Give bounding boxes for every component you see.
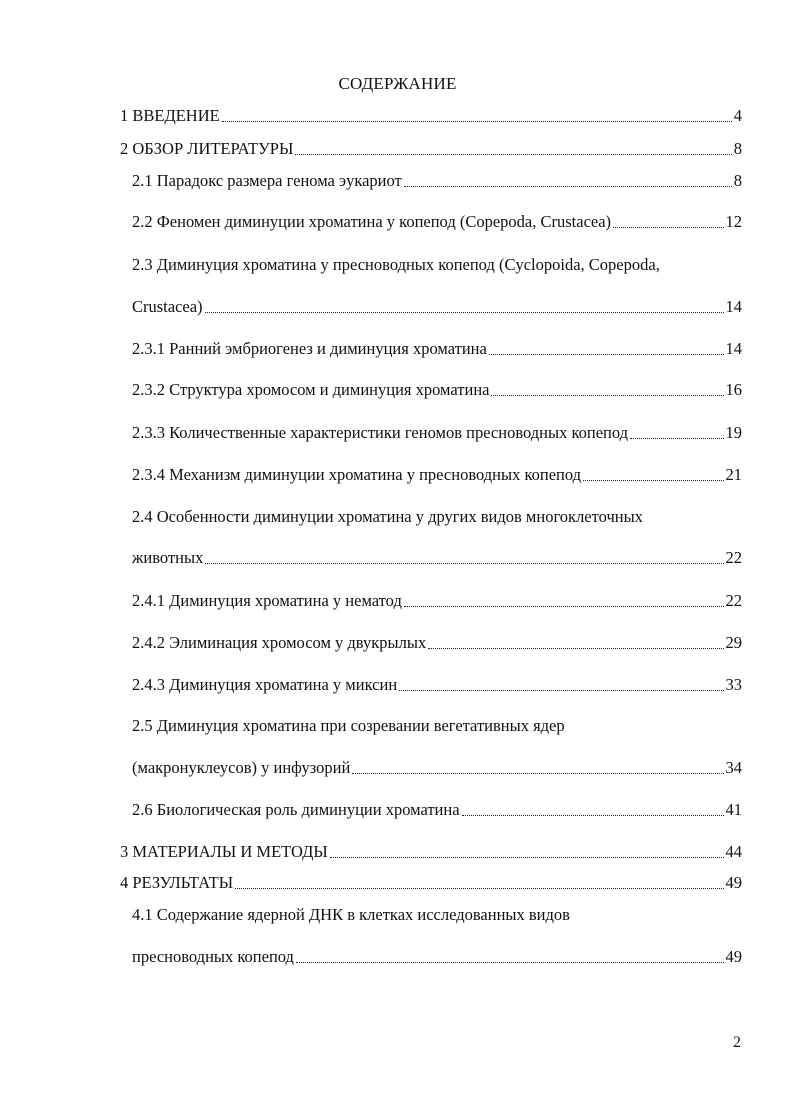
toc-entry[interactable] bbox=[132, 633, 742, 653]
toc-entry-page: 8 bbox=[733, 171, 742, 190]
toc-entry-page: 34 bbox=[725, 758, 742, 777]
toc-entry-text-line1: 2.4 Особенности диминуции хроматина у других видов многоклеточных bbox=[132, 507, 643, 526]
toc-entry-page: 4 bbox=[733, 106, 742, 125]
toc-leader-dots bbox=[404, 186, 732, 187]
toc-leader-dots bbox=[613, 227, 723, 228]
toc-leader-dots bbox=[491, 395, 723, 396]
toc-entry[interactable] bbox=[120, 139, 742, 159]
toc-entry-text: 2.2 Феномен диминуции хроматина у копепод (Copepoda, Crustacea) bbox=[132, 212, 612, 231]
toc-entry-page: 29 bbox=[725, 633, 742, 652]
toc-entry[interactable] bbox=[132, 380, 742, 400]
toc-entry-text: 2.3.4 Механизм диминуции хроматина у пресноводных копепод bbox=[132, 465, 582, 484]
page-title: СОДЕРЖАНИЕ bbox=[338, 74, 457, 93]
toc-entry-text-line1: 4.1 Содержание ядерной ДНК в клетках исследованных видов bbox=[132, 905, 570, 924]
toc-entry-text: Crustacea) bbox=[132, 297, 203, 316]
toc-entry-page: 22 bbox=[725, 591, 742, 610]
toc-entry[interactable] bbox=[132, 465, 742, 485]
toc-entry-page: 22 bbox=[725, 548, 742, 567]
toc-leader-dots bbox=[399, 690, 723, 691]
toc-entry[interactable] bbox=[132, 947, 742, 967]
toc-entry[interactable] bbox=[132, 423, 742, 443]
toc-entry-text: 2.4.3 Диминуция хроматина у миксин bbox=[132, 675, 398, 694]
toc-entry-page: 19 bbox=[725, 423, 742, 442]
toc-leader-dots bbox=[630, 438, 723, 439]
toc-leader-dots bbox=[295, 154, 731, 155]
toc-entry[interactable] bbox=[132, 339, 742, 359]
toc-entry[interactable] bbox=[132, 675, 742, 695]
toc-entry[interactable] bbox=[120, 842, 742, 862]
toc-entry[interactable] bbox=[132, 591, 742, 611]
toc-entry[interactable] bbox=[120, 106, 742, 126]
toc-leader-dots bbox=[462, 815, 724, 816]
toc-entry-page: 49 bbox=[725, 947, 742, 966]
toc-entry[interactable] bbox=[132, 212, 742, 232]
toc-leader-dots bbox=[330, 857, 724, 858]
toc-entry-page: 14 bbox=[725, 339, 742, 358]
toc-entry-text: 2.1 Парадокс размера генома эукариот bbox=[132, 171, 402, 190]
toc-entry-page: 41 bbox=[725, 800, 742, 819]
toc-entry[interactable] bbox=[132, 758, 742, 778]
toc-entry-text: пресноводных копепод bbox=[132, 947, 294, 966]
toc-entry-page: 12 bbox=[725, 212, 742, 231]
toc-leader-dots bbox=[296, 962, 724, 963]
toc-entry-page: 33 bbox=[725, 675, 742, 694]
toc-entry-text: 2.3.3 Количественные характеристики геномов пресноводных копепод bbox=[132, 423, 629, 442]
toc-entry-text: 2.4.1 Диминуция хроматина у нематод bbox=[132, 591, 402, 610]
toc-entry-text-line1: 2.3 Диминуция хроматина у пресноводных копепод (Cyclopoida, Copepoda, bbox=[132, 255, 660, 274]
page-number: 2 bbox=[733, 1034, 741, 1051]
toc-entry-page: 21 bbox=[725, 465, 742, 484]
toc-entry-text: животных bbox=[132, 548, 204, 567]
toc-leader-dots bbox=[489, 354, 724, 355]
toc-entry-text: (макронуклеусов) у инфузорий bbox=[132, 758, 351, 777]
toc-entry-page: 8 bbox=[733, 139, 742, 158]
toc-entry-text: 2.4.2 Элиминация хромосом у двукрылых bbox=[132, 633, 427, 652]
toc-entry-page: 44 bbox=[725, 842, 742, 861]
toc-entry[interactable] bbox=[132, 800, 742, 820]
toc-entry[interactable] bbox=[132, 297, 742, 317]
toc-leader-dots bbox=[428, 648, 723, 649]
toc-entry[interactable] bbox=[120, 873, 742, 893]
toc-entry[interactable] bbox=[132, 171, 742, 191]
toc-entry-text: 1 ВВЕДЕНИЕ bbox=[120, 106, 220, 125]
toc-entry-page: 14 bbox=[725, 297, 742, 316]
toc-entry-text-line1: 2.5 Диминуция хроматина при созревании вегетативных ядер bbox=[132, 716, 565, 735]
toc-entry-text: 3 МАТЕРИАЛЫ И МЕТОДЫ bbox=[120, 842, 328, 861]
toc-entry-text: 2 ОБЗОР ЛИТЕРАТУРЫ bbox=[120, 139, 294, 158]
toc-entry-text: 4 РЕЗУЛЬТАТЫ bbox=[120, 873, 234, 892]
toc-entry[interactable] bbox=[132, 548, 742, 568]
toc-entry-text: 2.6 Биологическая роль диминуции хроматина bbox=[132, 800, 460, 819]
toc-leader-dots bbox=[205, 563, 723, 564]
toc-leader-dots bbox=[352, 773, 723, 774]
toc-leader-dots bbox=[235, 888, 723, 889]
toc-leader-dots bbox=[205, 312, 724, 313]
toc-entry-text: 2.3.1 Ранний эмбриогенез и диминуция хроматина bbox=[132, 339, 487, 358]
toc-leader-dots bbox=[404, 606, 724, 607]
toc-leader-dots bbox=[222, 121, 732, 122]
toc-entry-page: 49 bbox=[725, 873, 742, 892]
toc-entry-page: 16 bbox=[725, 380, 742, 399]
toc-leader-dots bbox=[583, 480, 723, 481]
toc-entry-text: 2.3.2 Структура хромосом и диминуция хроматина bbox=[132, 380, 490, 399]
